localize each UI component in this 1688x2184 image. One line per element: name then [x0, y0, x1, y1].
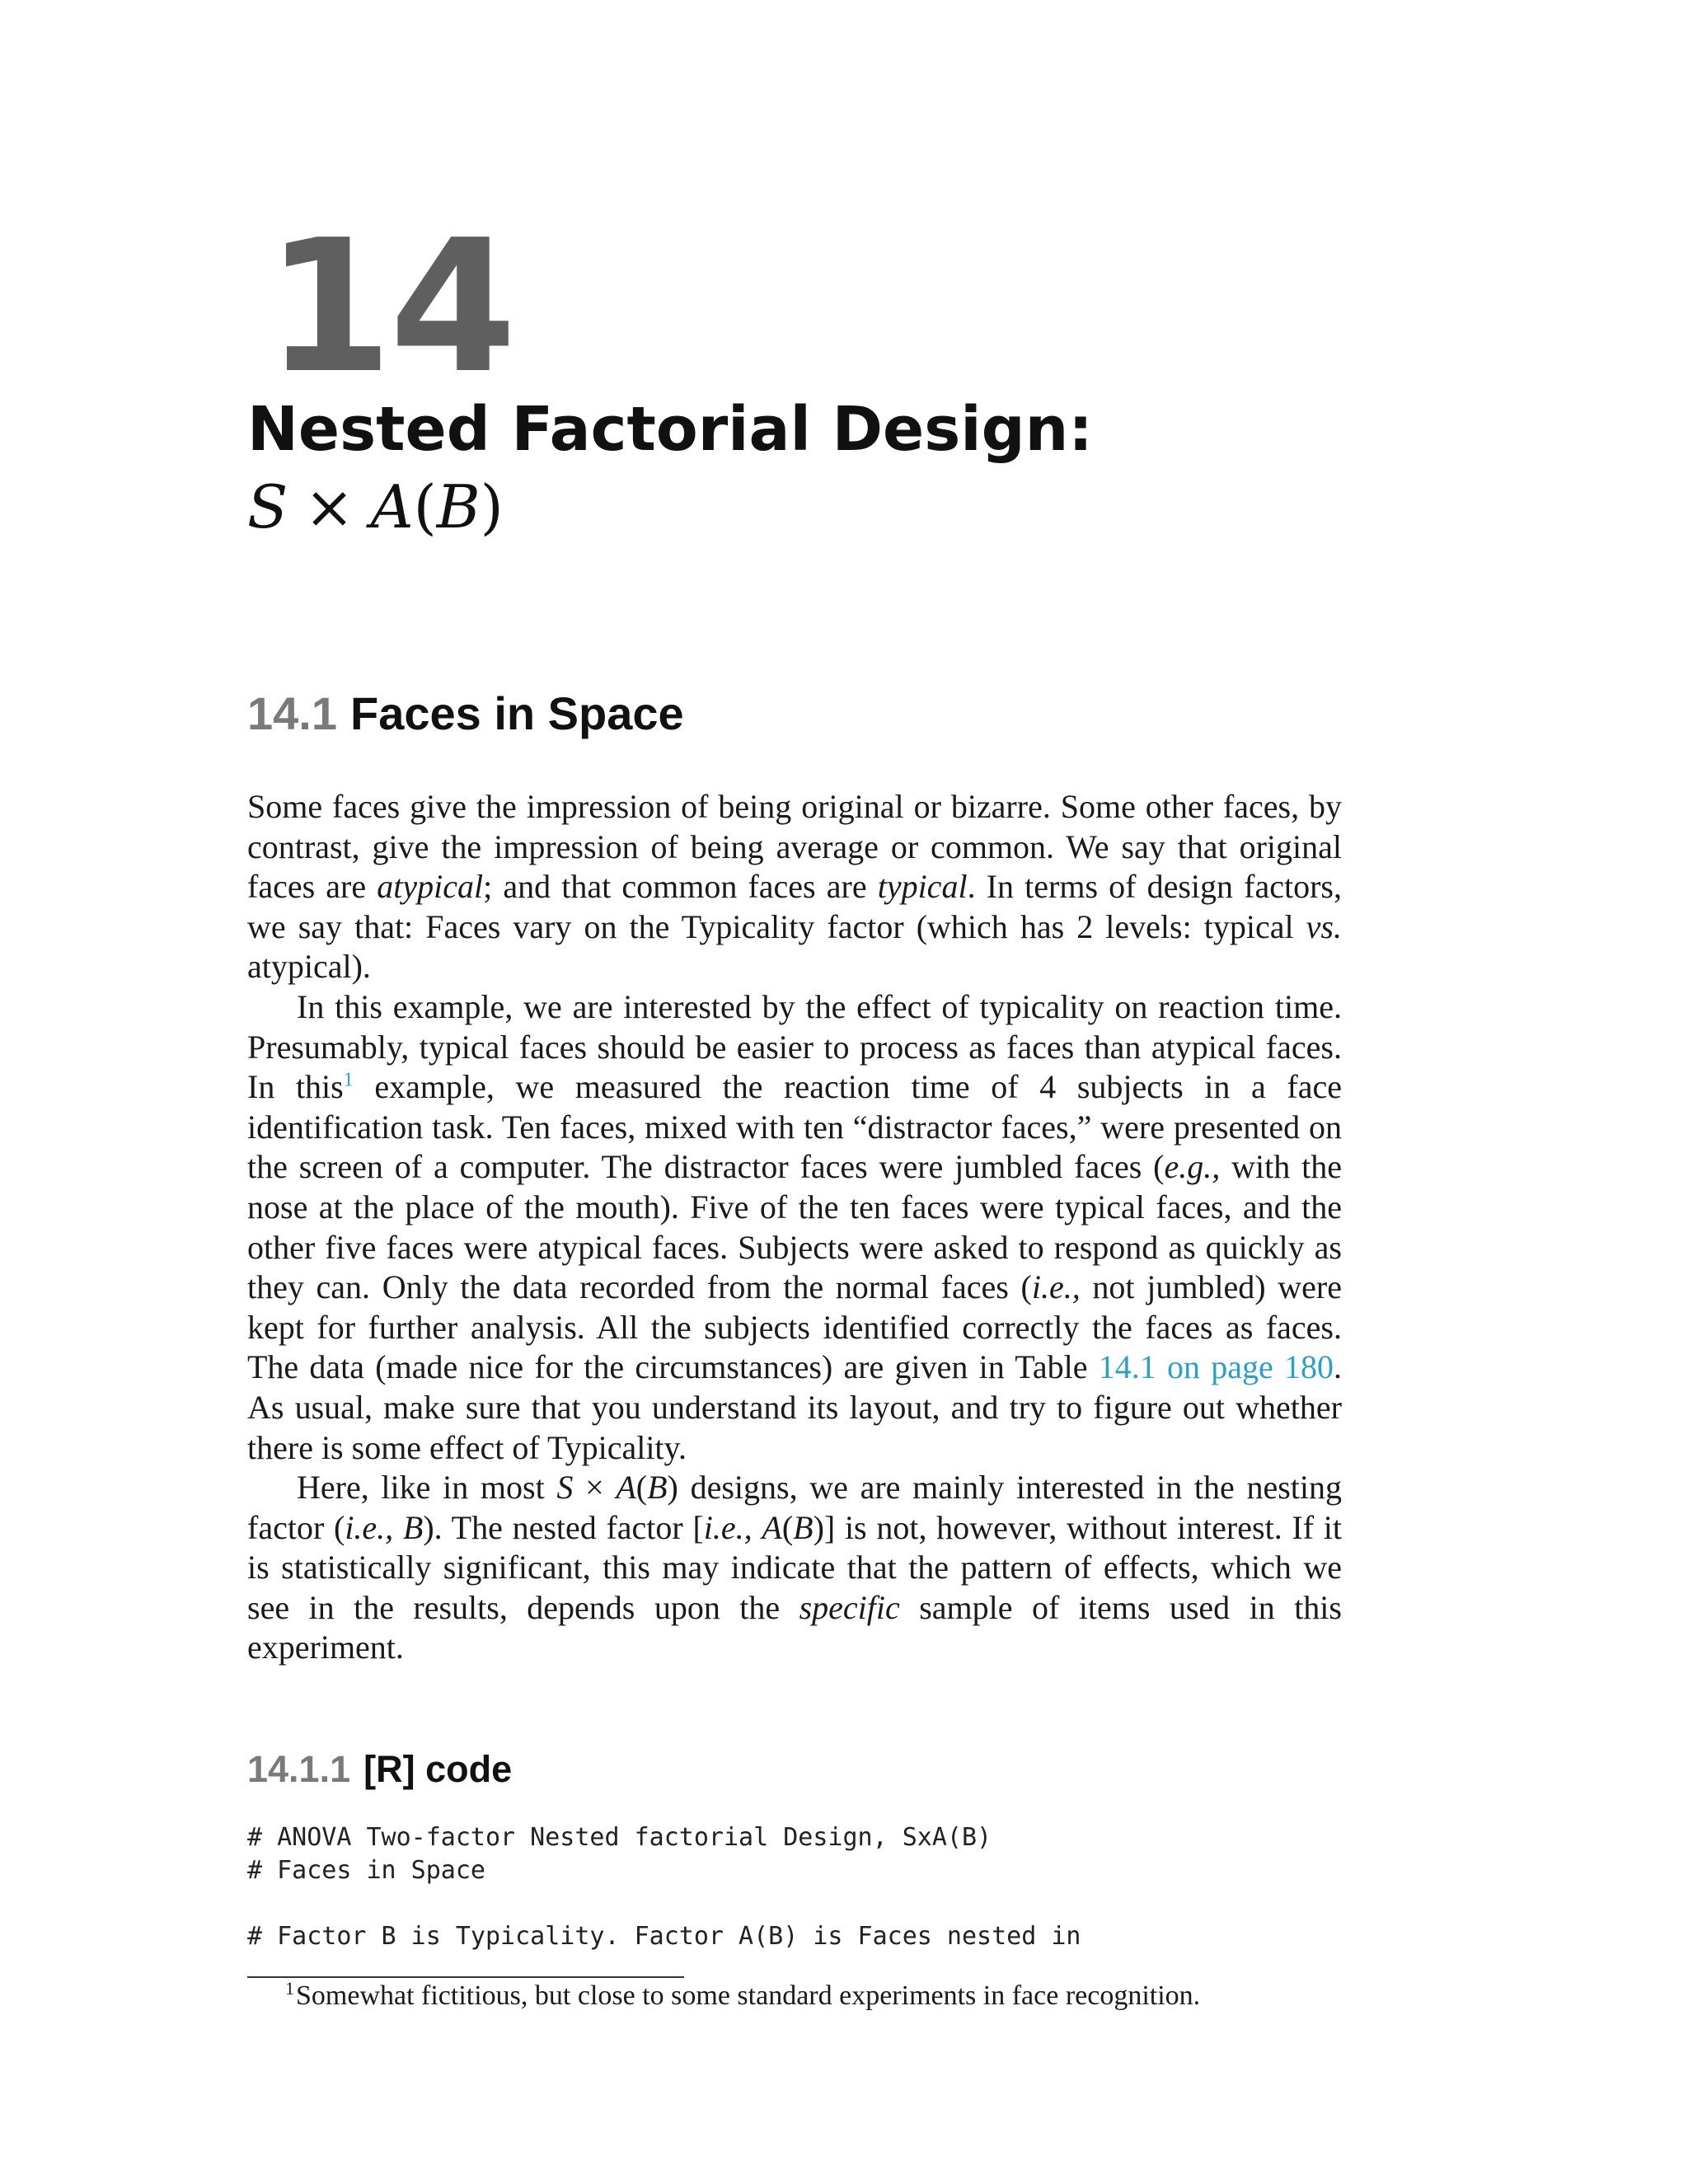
text-run: ). The nested factor [: [423, 1508, 704, 1546]
chapter-title: Nested Factorial Design:: [247, 394, 1093, 465]
math-b: B: [793, 1508, 814, 1546]
emphasis: specific: [799, 1588, 900, 1626]
footnote-text: Somewhat fictitious, but close to some standard experiments in face recognition.: [296, 1980, 1201, 2011]
text-run: designs, we are mainly interested in the nesting factor (: [247, 1469, 1343, 1546]
code-block: # ANOVA Two-factor Nested factorial Design, SxA(B) # Faces in Space # Factor B is Typicality. Factor A(B) is Faces nested in: [247, 1823, 1081, 1951]
paragraph-1: [247, 787, 1342, 987]
math-a: A: [762, 1508, 782, 1546]
math-times: ×: [304, 472, 354, 541]
footnote: [285, 1978, 1200, 2014]
math-times: ×: [573, 1469, 617, 1507]
emphasis: vs.: [1306, 907, 1342, 945]
text-run: [753, 1509, 762, 1546]
emphasis: i.e.,: [1031, 1268, 1081, 1306]
math-b: B: [436, 472, 481, 541]
paragraph-2: [247, 987, 1342, 1468]
math-s: S: [247, 472, 288, 541]
math-open-paren: (: [781, 1508, 794, 1546]
text-run: with the nose at the place of the mouth). Five of the ten faces were typical faces, and the other five faces were atypical faces. Subjects were asked to respond as quickly as they can. Only the data recorded from the normal faces (: [247, 1148, 1342, 1306]
text-run: [393, 1509, 403, 1546]
text-run: In this example, we are interested by the effect of typicality on reaction time. Presumably, typical faces should be easier to process as faces than atypical faces. In this: [247, 987, 1342, 1106]
section-number: 14.1: [247, 687, 337, 739]
text-run: example, we measured the reaction time of 4 subjects in a face identification task. Ten faces, mixed with ten “distractor faces,” were presented on the screen of a computer. The distractor faces were jumbled faces (: [247, 1068, 1343, 1186]
text-run: not jumbled) were kept for further analysis. All the subjects identified correctly the faces as faces. The data (made nice for the circumstances) are given in Table: [247, 1268, 1343, 1386]
math-s: S: [556, 1469, 574, 1507]
math-close-paren: ): [480, 472, 504, 541]
text-run: Some faces give the impression of being original or bizarre. Some other faces, by contrast, give the impression of being average or common. We say that original faces are: [247, 788, 1342, 906]
footnote-reference-link[interactable]: 1: [343, 1069, 354, 1091]
text-run: ] is not, however, without interest. If it is statistically significant, this may indicate that the pattern of effects, which we see in the results, depends upon the: [247, 1508, 1342, 1626]
paragraph-3: [247, 1468, 1342, 1668]
math-open-paren: (: [635, 1469, 648, 1507]
section-heading: [247, 687, 684, 739]
section-body: [247, 787, 1342, 1668]
text-run: Here, like in most: [297, 1469, 557, 1507]
section-title: Faces in Space: [350, 687, 684, 739]
text-run: . As usual, make sure that you understand its layout, and try to figure out whether there is some effect of Typicality.: [247, 1348, 1342, 1466]
math-close-paren: ): [667, 1469, 678, 1507]
text-run: sample of items used in this experiment.: [247, 1588, 1342, 1666]
emphasis: e.g.,: [1164, 1148, 1221, 1186]
math-b: B: [647, 1469, 668, 1507]
table-reference-link[interactable]: 14.1 on page 180: [1098, 1348, 1334, 1386]
emphasis: atypical: [377, 868, 484, 906]
footnote-mark: 1: [285, 1977, 294, 1999]
text-run: ; and that common faces are: [483, 868, 878, 906]
math-open-paren: (: [413, 472, 437, 541]
math-a: A: [370, 472, 414, 541]
text-run: atypical).: [247, 948, 371, 986]
emphasis: i.e.,: [345, 1508, 394, 1546]
subsection-heading: [247, 1750, 512, 1788]
chapter-subtitle: [247, 472, 504, 541]
emphasis: typical: [877, 868, 968, 906]
subsection-title: [R] code: [363, 1748, 513, 1790]
text-run: . In terms of design factors, we say that: Faces vary on the Typicality factor (which has 2 levels: typical: [247, 868, 1342, 945]
emphasis: i.e.,: [703, 1508, 753, 1546]
math-b: B: [402, 1508, 424, 1546]
math-close-paren: ): [813, 1508, 824, 1546]
chapter-number: 14: [265, 201, 513, 414]
math-a: A: [616, 1469, 636, 1507]
subsection-number: 14.1.1: [247, 1748, 351, 1790]
